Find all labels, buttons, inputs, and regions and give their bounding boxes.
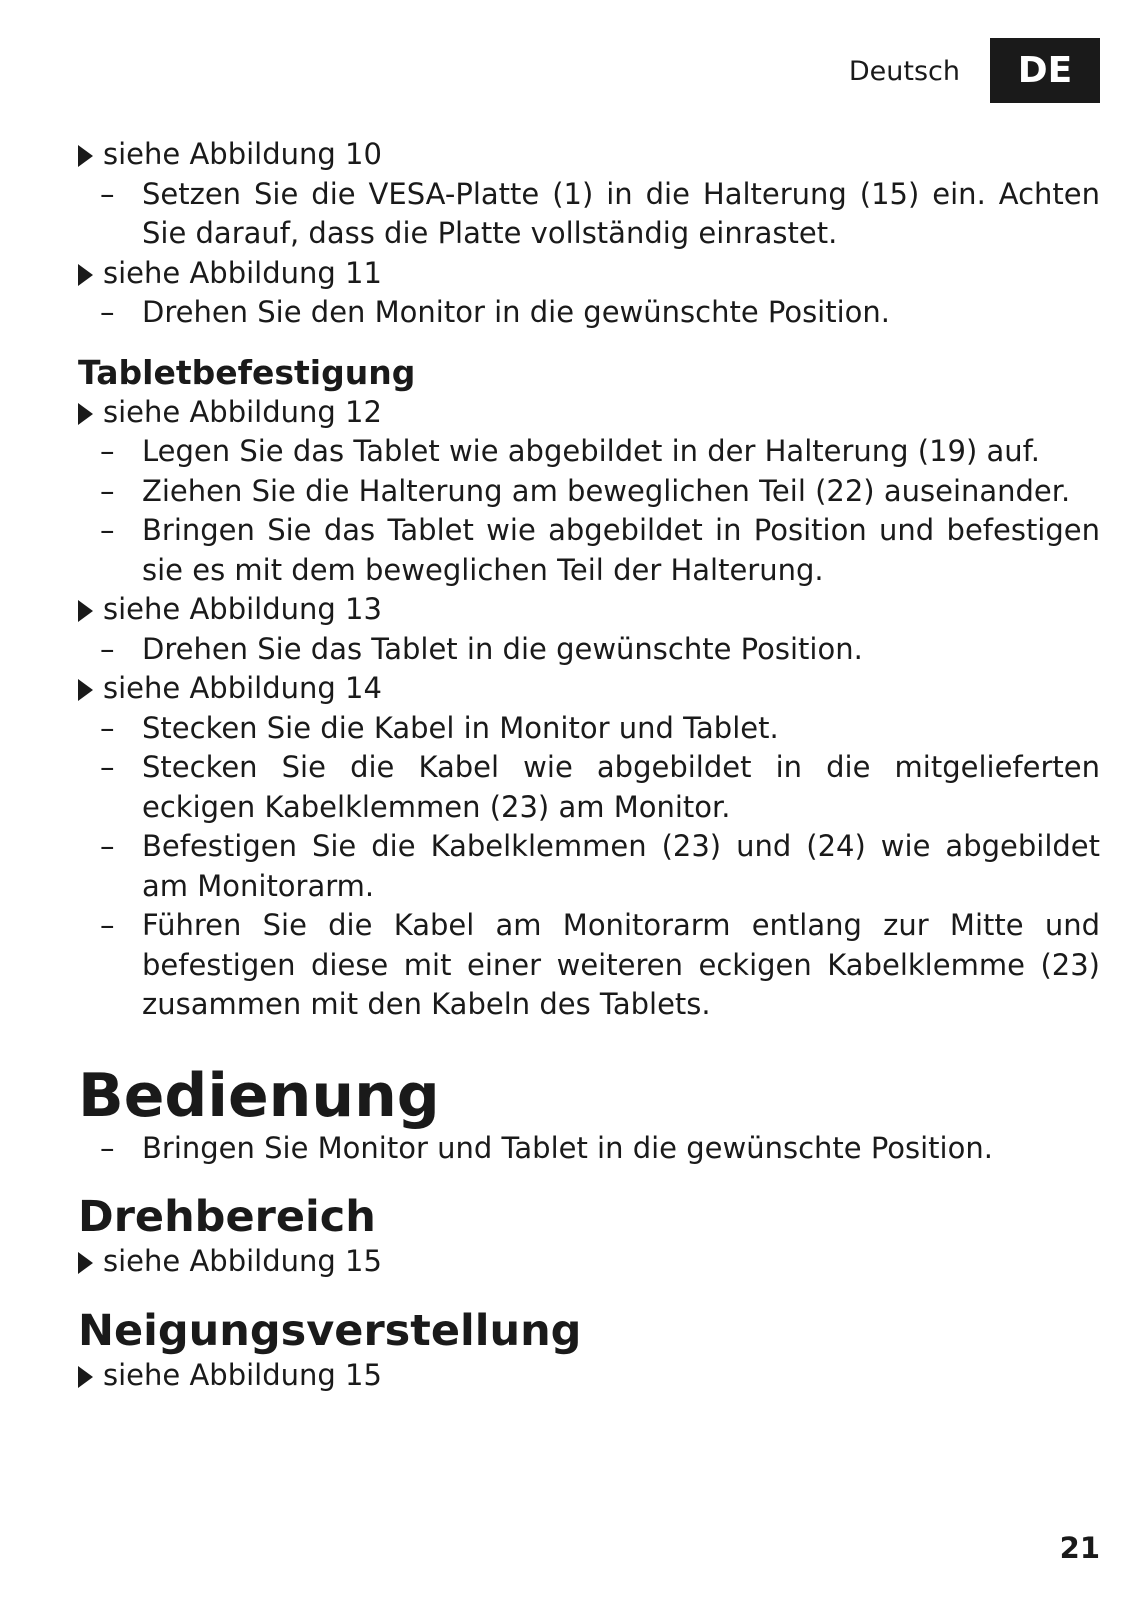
triangle-arrow-icon xyxy=(78,679,93,701)
instruction-step xyxy=(78,630,1100,670)
instruction-text: Legen Sie das Tablet wie abgebildet in der Halterung (19) auf. xyxy=(142,434,1040,468)
instruction-step xyxy=(78,1129,1100,1169)
section-heading-rotation: Drehbereich xyxy=(78,1192,376,1242)
triangle-arrow-icon xyxy=(78,1252,93,1274)
figure-reference-text: siehe Abbildung 15 xyxy=(103,1244,382,1278)
figure-reference xyxy=(78,1356,1100,1396)
instruction-text: Bringen Sie Monitor und Tablet in die gewünschte Position. xyxy=(142,1130,993,1165)
triangle-arrow-icon xyxy=(78,264,93,286)
figure-reference-text: siehe Abbildung 15 xyxy=(103,1357,382,1392)
language-badge: DE xyxy=(990,38,1100,103)
figure-reference-text: siehe Abbildung 11 xyxy=(103,255,382,290)
dash-bullet: – xyxy=(100,908,115,942)
triangle-arrow-icon xyxy=(78,1366,93,1388)
figure-reference xyxy=(78,1242,1100,1282)
dash-bullet: – xyxy=(100,1130,115,1165)
page-number: 21 xyxy=(1059,1531,1100,1565)
instruction-text: Stecken Sie die Kabel in Monitor und Tablet. xyxy=(142,710,779,745)
dash-bullet: – xyxy=(100,750,115,784)
dash-bullet: – xyxy=(100,710,115,745)
instruction-text: Setzen Sie die VESA-Platte (1) in die Halterung (15) ein. Achten Sie darauf, dass die Platte vollständig einrastet. xyxy=(142,176,1100,250)
figure-reference-text: siehe Abbildung 12 xyxy=(103,394,382,429)
instruction-text: Führen Sie die Kabel am Monitorarm entlang zur Mitte und befestigen diese mit einer weiteren eckigen Kabelklemme (23) zusammen mit den Kabeln des Tablets. xyxy=(142,908,1100,1021)
instruction-step xyxy=(78,175,1100,254)
figure-reference-text: siehe Abbildung 10 xyxy=(103,137,382,171)
language-label: Deutsch xyxy=(848,56,960,87)
figure-reference xyxy=(78,590,1100,630)
figure-reference xyxy=(78,669,1100,709)
instruction-text: Stecken Sie die Kabel wie abgebildet in die mitgelieferten eckigen Kabelklemmen (23) am Monitor. xyxy=(142,750,1100,824)
dash-bullet: – xyxy=(100,473,115,508)
section-heading-tilt: Neigungsverstellung xyxy=(78,1305,582,1356)
chapter-heading-operation: Bedienung xyxy=(78,1060,440,1131)
instruction-text: Bringen Sie das Tablet wie abgebildet in Position und befestigen sie es mit dem beweglichen Teil der Halterung. xyxy=(142,513,1100,587)
triangle-arrow-icon xyxy=(78,403,93,425)
instruction-step xyxy=(78,827,1100,906)
instruction-step xyxy=(78,472,1100,512)
figure-reference-text: siehe Abbildung 13 xyxy=(103,592,382,626)
instruction-text: Ziehen Sie die Halterung am beweglichen Teil (22) auseinander. xyxy=(142,473,1071,508)
dash-bullet: – xyxy=(100,434,115,468)
figure-reference xyxy=(78,393,1100,433)
instruction-step xyxy=(78,709,1100,749)
triangle-arrow-icon xyxy=(78,145,93,167)
instruction-text: Befestigen Sie die Kabelklemmen (23) und (24) wie abgebildet am Monitorarm. xyxy=(142,829,1100,903)
instruction-step xyxy=(78,748,1100,827)
figure-reference xyxy=(78,254,1100,294)
dash-bullet: – xyxy=(100,176,115,211)
instruction-step xyxy=(78,293,1100,333)
dash-bullet: – xyxy=(100,295,115,329)
instruction-text: Drehen Sie den Monitor in die gewünschte Position. xyxy=(142,295,891,329)
dash-bullet: – xyxy=(100,631,115,666)
page-content xyxy=(78,135,1100,1395)
figure-reference xyxy=(78,135,1100,175)
triangle-arrow-icon xyxy=(78,600,93,622)
section-heading-tablet: Tabletbefestigung xyxy=(78,352,416,392)
instruction-text: Drehen Sie das Tablet in die gewünschte Position. xyxy=(142,631,863,666)
instruction-step xyxy=(78,906,1100,1025)
instruction-step xyxy=(78,511,1100,590)
figure-reference-text: siehe Abbildung 14 xyxy=(103,671,382,705)
dash-bullet: – xyxy=(100,513,115,547)
instruction-step xyxy=(78,432,1100,472)
dash-bullet: – xyxy=(100,829,115,863)
